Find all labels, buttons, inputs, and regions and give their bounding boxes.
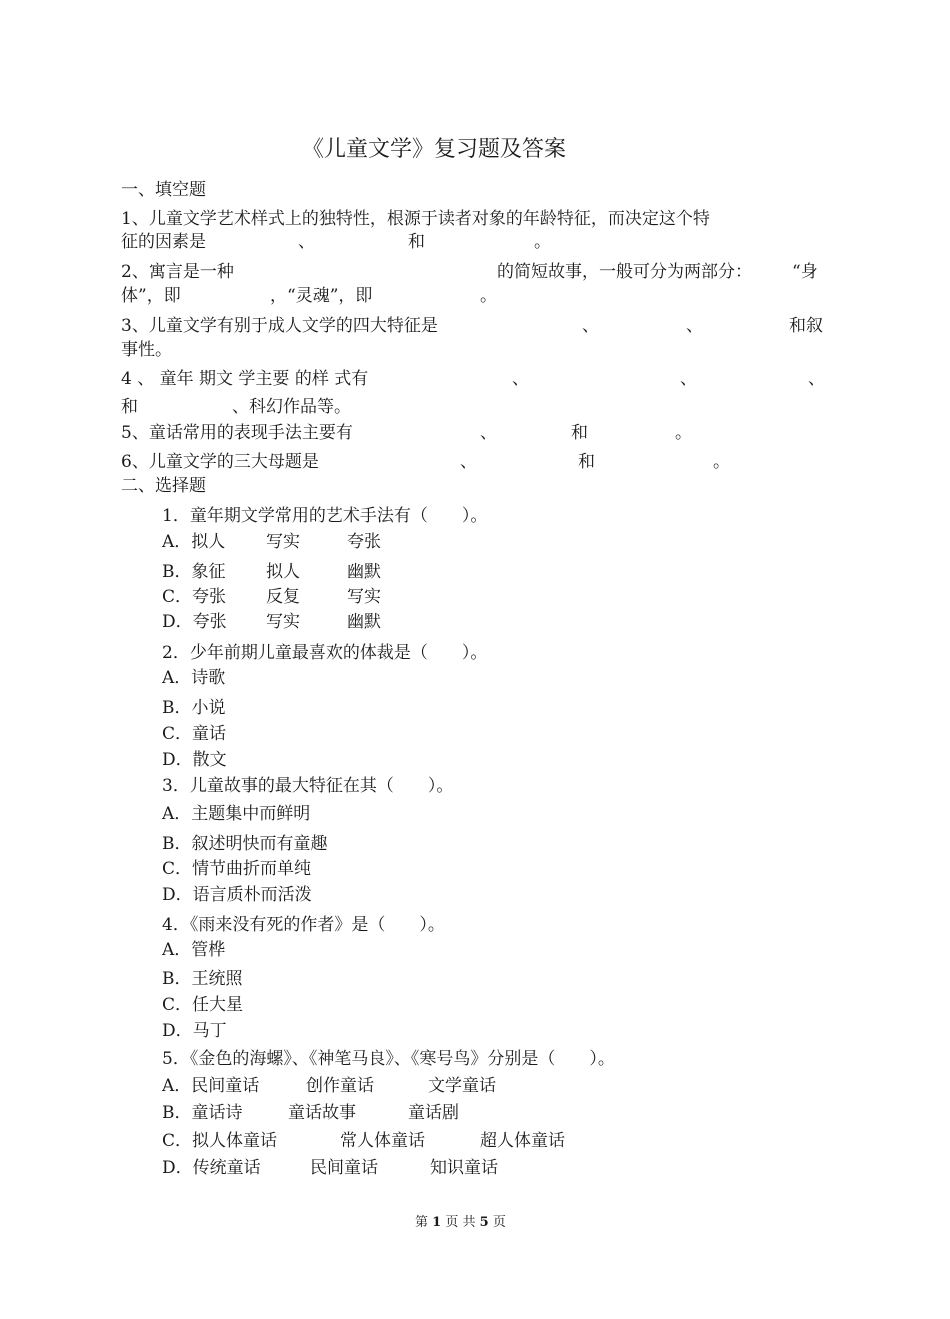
mc-q1-option-b: B．象征 — [162, 562, 226, 582]
mc-q2-option-d: D．散文 — [162, 750, 227, 770]
q2-line2-c: 。 — [480, 286, 497, 306]
mc-q1-option-c: C．夸张 — [162, 587, 227, 607]
q5-d: 。 — [675, 423, 692, 443]
mc-q1-option-a-3: 夸张 — [347, 532, 381, 552]
mc-q5-option-d-2: 民间童话 — [310, 1158, 378, 1178]
mc-q5-option-c: C．拟人体童话 — [162, 1131, 278, 1151]
mc-q3-stem: 3．儿童故事的最大特征在其（ ）。 — [162, 776, 454, 796]
q1-line1: 1、儿童文学艺术样式上的独特性，根源于读者对象的年龄特征，而决定这个特 — [121, 209, 710, 229]
mc-q1-option-b-3: 幽默 — [347, 562, 381, 582]
mc-q5-option-b: B．童话诗 — [162, 1103, 243, 1123]
mc-q3-option-c: C．情节曲折而单纯 — [162, 859, 312, 879]
mc-q1-option-d-2: 写实 — [266, 612, 300, 632]
footer-current-page: 1 — [432, 1215, 442, 1230]
mc-q5-option-d: D．传统童话 — [162, 1158, 261, 1178]
mc-q1-stem: 1．童年期文学常用的艺术手法有（ ）。 — [162, 506, 488, 526]
q3-line1-a: 3、儿童文学有别于成人文学的四大特征是 — [121, 316, 438, 336]
mc-q1-option-c-2: 反复 — [266, 587, 300, 607]
mc-q4-stem: 4．《雨来没有死的作者》是（ ）。 — [162, 915, 445, 935]
mc-q5-option-a-3: 文学童话 — [428, 1076, 496, 1096]
mc-q5-option-b-3: 童话剧 — [408, 1103, 459, 1123]
q6-a: 6、儿童文学的三大母题是 — [121, 452, 319, 472]
mc-q2-option-c: C．童话 — [162, 724, 227, 744]
mc-q1-option-c-3: 写实 — [347, 587, 381, 607]
q1-line2-d: 。 — [534, 232, 551, 252]
q4-line1-c: 、 — [680, 369, 697, 389]
mc-q5-stem: 5．《金色的海螺》、《神笔马良》、《寒号鸟》分别是（ ）。 — [162, 1049, 615, 1069]
q2-line2-a: 体”，即 — [121, 286, 181, 306]
mc-q2-stem: 2．少年前期儿童最喜欢的体裁是（ ）。 — [162, 643, 488, 663]
q4-line2-b: 、科幻作品等。 — [232, 397, 351, 417]
mc-q1-option-b-2: 拟人 — [266, 562, 300, 582]
mc-q5-option-c-2: 常人体童话 — [340, 1131, 425, 1151]
mc-q1-option-a: A．拟人 — [162, 532, 226, 552]
q4-line1-d: 、 — [808, 369, 825, 389]
mc-q4-option-a: A．管桦 — [162, 940, 226, 960]
q1-line2-b: 、 — [298, 232, 315, 252]
mc-q5-option-c-3: 超人体童话 — [480, 1131, 565, 1151]
footer-suffix: 页 — [492, 1215, 506, 1230]
q3-line1-b: 、 — [582, 316, 599, 336]
q6-c: 和 — [578, 452, 595, 472]
q3-line1-d: 和叙 — [789, 316, 823, 336]
mc-q5-option-b-2: 童话故事 — [288, 1103, 356, 1123]
mc-q3-option-d: D．语言质朴而活泼 — [162, 885, 312, 905]
mc-q1-option-d: D．夸张 — [162, 612, 227, 632]
mc-q4-option-b: B．王统照 — [162, 969, 243, 989]
footer-middle: 页 共 — [445, 1215, 476, 1230]
q2-line1-a: 2、寓言是一种 — [121, 262, 234, 282]
mc-q3-option-a: A．主题集中而鲜明 — [162, 804, 311, 824]
section-heading-fill-blank: 一、填空题 — [121, 180, 206, 200]
q3-line1-c: 、 — [686, 316, 703, 336]
q5-c: 和 — [571, 423, 588, 443]
mc-q1-option-d-3: 幽默 — [347, 612, 381, 632]
q4-line2-a: 和 — [121, 397, 138, 417]
mc-q5-option-d-3: 知识童话 — [430, 1158, 498, 1178]
mc-q2-option-b: B．小说 — [162, 698, 226, 718]
q4-line1-b: 、 — [512, 369, 529, 389]
page-footer — [415, 1215, 506, 1231]
q6-d: 。 — [713, 452, 730, 472]
q2-line2-b: ，“灵魂”，即 — [270, 286, 373, 306]
q4-line1-a: 4 、 童年 期文 学主要 的样 式有 — [121, 369, 369, 389]
mc-q4-option-d: D．马丁 — [162, 1021, 227, 1041]
mc-q1-option-a-2: 写实 — [266, 532, 300, 552]
mc-q5-option-a: A．民间童话 — [162, 1076, 260, 1096]
q5-b: 、 — [480, 423, 497, 443]
q2-line1-c: “身 — [792, 262, 818, 282]
section-heading-choice: 二、选择题 — [121, 476, 206, 496]
page-title: 《儿童文学》复习题及答案 — [302, 137, 567, 162]
q6-b: 、 — [460, 452, 477, 472]
q2-line1-b: 的简短故事，一般可分为两部分： — [497, 262, 752, 282]
footer-total-pages: 5 — [479, 1215, 489, 1230]
mc-q2-option-a: A．诗歌 — [162, 668, 226, 688]
footer-prefix: 第 — [415, 1215, 429, 1230]
q3-line2: 事性。 — [121, 340, 172, 360]
mc-q4-option-c: C．任大星 — [162, 995, 244, 1015]
q1-line2-c: 和 — [408, 232, 425, 252]
q1-line2-a: 征的因素是 — [121, 232, 206, 252]
q5-a: 5、童话常用的表现手法主要有 — [121, 423, 353, 443]
mc-q3-option-b: B．叙述明快而有童趣 — [162, 834, 328, 854]
mc-q5-option-a-2: 创作童话 — [306, 1076, 374, 1096]
